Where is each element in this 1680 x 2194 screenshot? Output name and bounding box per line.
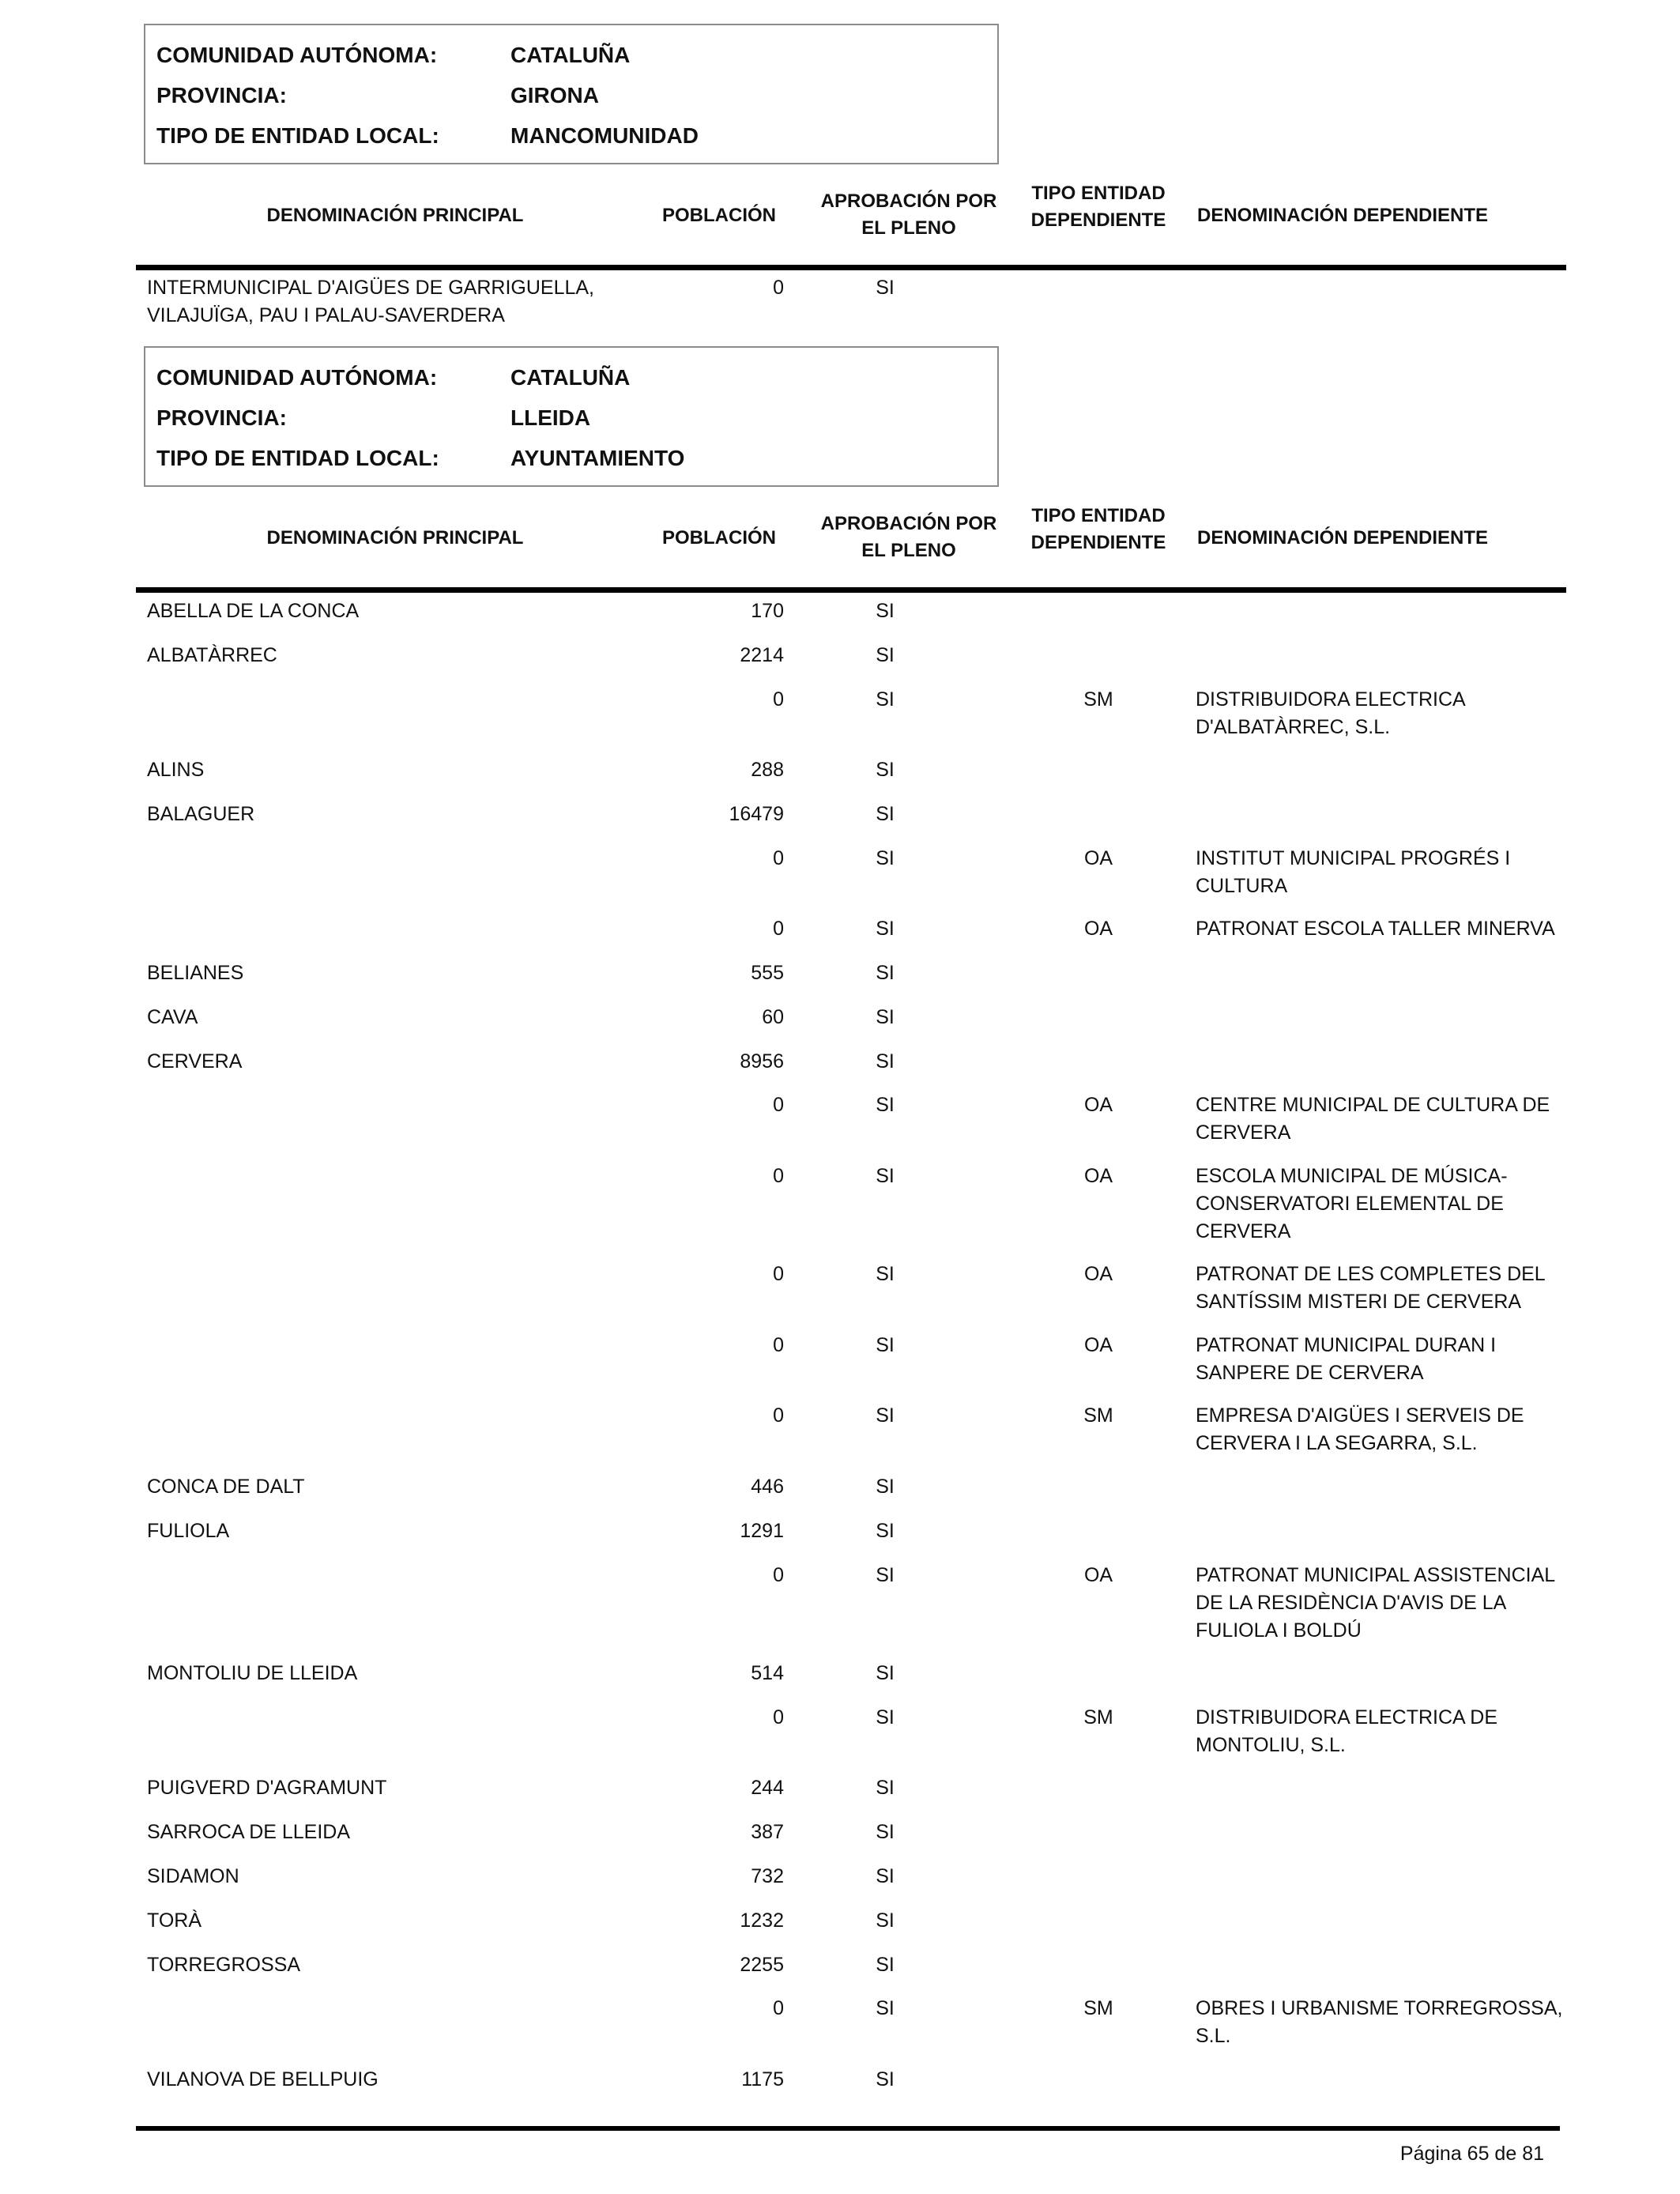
aprobacion-value: SI: [876, 600, 895, 622]
poblacion-value: 288: [751, 759, 784, 782]
aprobacion-value: SI: [876, 1563, 895, 1586]
poblacion-value: 0: [773, 688, 784, 711]
principal-name: [147, 598, 359, 625]
principal-name: [147, 274, 594, 330]
poblacion-value: 1175: [741, 2068, 784, 2090]
text-line: EL PLENO: [861, 540, 956, 561]
text-line: INTERMUNICIPAL D'AIGÜES DE GARRIGUELLA,: [147, 277, 594, 299]
principal-name: [147, 1048, 242, 1076]
dependiente-name: [1196, 1261, 1546, 1316]
text-line: EL PLENO: [861, 217, 956, 239]
aprobacion-value: SI: [876, 1050, 895, 1072]
poblacion-value: 2255: [740, 1953, 784, 1976]
text-line: DISTRIBUIDORA ELECTRICA DE: [1196, 1706, 1498, 1728]
tipo-value: MANCOMUNIDAD: [510, 123, 699, 148]
text-line: CERVERA: [147, 1050, 243, 1072]
aprobacion-value: SI: [876, 1909, 895, 1932]
header-poblacion: POBLACIÓN: [662, 527, 776, 548]
text-line: APROBACIÓN POR: [820, 190, 997, 212]
entity-info-box: [144, 346, 999, 487]
aprobacion-value: SI: [876, 1953, 895, 1976]
text-line: TIPO ENTIDAD: [1031, 183, 1166, 204]
principal-name: [147, 1951, 300, 1979]
text-line: CERVERA: [1196, 1220, 1291, 1242]
aprobacion-value: SI: [876, 643, 895, 666]
text-line: D'ALBATÀRREC, S.L.: [1196, 715, 1391, 738]
aprobacion-value: SI: [876, 1864, 895, 1887]
tipo-value: AYUNTAMIENTO: [510, 446, 685, 470]
text-line: DEPENDIENTE: [1030, 209, 1166, 231]
text-line: ESCOLA MUNICIPAL DE MÚSICA-: [1196, 1164, 1508, 1187]
text-line: TIPO ENTIDAD: [1031, 505, 1166, 526]
text-line: OBRES I URBANISME TORREGROSSA,: [1196, 1997, 1563, 2020]
poblacion-value: 446: [751, 1475, 784, 1498]
entity-info-box: [144, 24, 999, 164]
header-rule: [136, 587, 1566, 593]
principal-name: [147, 756, 204, 784]
tipo-entidad-value: OA: [1083, 1263, 1113, 1286]
text-line: BELIANES: [147, 962, 244, 984]
text-line: PATRONAT DE LES COMPLETES DEL: [1196, 1263, 1546, 1286]
text-line: SIDAMON: [147, 1864, 239, 1887]
text-line: CULTURA: [1196, 874, 1288, 897]
principal-name: [147, 1907, 202, 1935]
aprobacion-value: SI: [876, 918, 895, 941]
poblacion-value: 0: [773, 918, 784, 941]
tipo-label: TIPO DE ENTIDAD LOCAL:: [156, 446, 439, 470]
text-line: APROBACIÓN POR: [820, 513, 997, 534]
header-aprobacion: [814, 188, 1004, 242]
poblacion-value: 244: [751, 1777, 784, 1800]
tipo-label: TIPO DE ENTIDAD LOCAL:: [156, 123, 439, 148]
text-line: CAVA: [147, 1005, 198, 1028]
bottom-rule: [136, 2126, 1560, 2131]
principal-name: [147, 1863, 239, 1891]
provincia-label: PROVINCIA:: [156, 83, 287, 107]
dependiente-name: [1196, 686, 1466, 741]
poblacion-value: 1291: [740, 1519, 784, 1542]
text-line: DISTRIBUIDORA ELECTRICA: [1196, 688, 1466, 711]
header-denominacion-principal: DENOMINACIÓN PRINCIPAL: [266, 527, 524, 548]
text-line: CONCA DE DALT: [147, 1475, 305, 1498]
text-line: VILANOVA DE BELLPUIG: [147, 2068, 379, 2090]
text-line: ABELLA DE LA CONCA: [147, 600, 360, 622]
poblacion-value: 0: [773, 1263, 784, 1286]
comunidad-value: CATALUÑA: [510, 43, 631, 67]
dependiente-name: [1196, 1163, 1508, 1246]
poblacion-value: 0: [773, 1997, 784, 2020]
text-line: EMPRESA D'AIGÜES I SERVEIS DE: [1196, 1404, 1524, 1427]
aprobacion-value: SI: [876, 1164, 895, 1187]
text-line: CERVERA: [1196, 1122, 1291, 1144]
text-line: SANPERE DE CERVERA: [1196, 1361, 1424, 1384]
text-line: MONTOLIU DE LLEIDA: [147, 1662, 358, 1684]
text-line: CENTRE MUNICIPAL DE CULTURA DE: [1196, 1094, 1550, 1117]
header-aprobacion: [814, 511, 1004, 564]
dependiente-name: [1196, 1704, 1497, 1759]
text-line: TORREGROSSA: [147, 1953, 301, 1976]
aprobacion-value: SI: [876, 277, 895, 299]
principal-name: [147, 2066, 379, 2094]
aprobacion-value: SI: [876, 1821, 895, 1844]
dependiente-name: [1196, 1402, 1524, 1457]
aprobacion-value: SI: [876, 688, 895, 711]
text-line: INSTITUT MUNICIPAL PROGRÉS I: [1196, 846, 1511, 869]
aprobacion-value: SI: [876, 1662, 895, 1684]
aprobacion-value: SI: [876, 1333, 895, 1356]
tipo-entidad-value: SM: [1083, 1706, 1113, 1728]
header-tipo-entidad: [1019, 503, 1177, 556]
poblacion-value: 514: [751, 1662, 784, 1684]
dependiente-name: [1196, 1332, 1496, 1387]
text-line: PATRONAT MUNICIPAL ASSISTENCIAL: [1196, 1563, 1556, 1586]
poblacion-value: 732: [751, 1864, 784, 1887]
principal-name: [147, 1660, 357, 1687]
aprobacion-value: SI: [876, 1094, 895, 1117]
aprobacion-value: SI: [876, 1519, 895, 1542]
tipo-entidad-value: OA: [1083, 1563, 1113, 1586]
poblacion-value: 0: [773, 1706, 784, 1728]
aprobacion-value: SI: [876, 1404, 895, 1427]
aprobacion-value: SI: [876, 802, 895, 825]
aprobacion-value: SI: [876, 1777, 895, 1800]
page-number: Página 65 de 81: [1399, 2143, 1544, 2165]
dependiente-name: [1196, 1562, 1555, 1645]
aprobacion-value: SI: [876, 1005, 895, 1028]
text-line: DEPENDIENTE: [1030, 532, 1166, 553]
aprobacion-value: SI: [876, 962, 895, 984]
principal-name: [147, 959, 243, 987]
aprobacion-value: SI: [876, 2068, 895, 2090]
aprobacion-value: SI: [876, 1706, 895, 1728]
poblacion-value: 387: [751, 1821, 784, 1844]
text-line: CERVERA I LA SEGARRA, S.L.: [1196, 1432, 1478, 1455]
aprobacion-value: SI: [876, 1475, 895, 1498]
comunidad-label: COMUNIDAD AUTÓNOMA:: [156, 365, 438, 390]
dependiente-name: [1196, 1995, 1562, 2050]
header-rule: [136, 265, 1566, 270]
aprobacion-value: SI: [876, 846, 895, 869]
aprobacion-value: SI: [876, 1997, 895, 2020]
text-line: S.L.: [1196, 2025, 1231, 2048]
text-line: PATRONAT ESCOLA TALLER MINERVA: [1196, 918, 1555, 941]
aprobacion-value: SI: [876, 1263, 895, 1286]
text-line: BALAGUER: [147, 802, 255, 825]
principal-name: [147, 642, 277, 669]
comunidad-label: COMUNIDAD AUTÓNOMA:: [156, 43, 438, 67]
comunidad-value: CATALUÑA: [510, 365, 631, 390]
text-line: MONTOLIU, S.L.: [1196, 1733, 1346, 1756]
header-poblacion: POBLACIÓN: [662, 205, 776, 226]
poblacion-value: 8956: [740, 1050, 784, 1072]
dependiente-name: [1196, 915, 1555, 943]
text-line: DE LA RESIDÈNCIA D'AVIS DE LA: [1196, 1591, 1507, 1614]
text-line: ALINS: [147, 759, 205, 782]
header-denominacion-dependiente: DENOMINACIÓN DEPENDIENTE: [1197, 205, 1489, 226]
text-line: SARROCA DE LLEIDA: [147, 1821, 351, 1844]
aprobacion-value: SI: [876, 759, 895, 782]
provincia-value: LLEIDA: [510, 405, 591, 430]
tipo-entidad-value: OA: [1083, 1164, 1113, 1187]
tipo-entidad-value: OA: [1083, 846, 1113, 869]
text-line: FULIOLA I BOLDÚ: [1196, 1619, 1362, 1642]
poblacion-value: 0: [773, 1164, 784, 1187]
text-line: SANTÍSSIM MISTERI DE CERVERA: [1196, 1291, 1522, 1314]
poblacion-value: 0: [773, 1404, 784, 1427]
dependiente-name: [1196, 845, 1510, 900]
principal-name: [147, 1004, 198, 1031]
text-line: FULIOLA: [147, 1519, 230, 1542]
text-line: VILAJUÏGA, PAU I PALAU-SAVERDERA: [147, 304, 505, 326]
poblacion-value: 60: [762, 1005, 784, 1028]
principal-name: [147, 1819, 350, 1846]
dependiente-name: [1196, 1091, 1550, 1147]
tipo-entidad-value: SM: [1083, 688, 1113, 711]
tipo-entidad-value: OA: [1083, 1094, 1113, 1117]
tipo-entidad-value: SM: [1083, 1997, 1113, 2020]
poblacion-value: 0: [773, 1333, 784, 1356]
poblacion-value: 0: [773, 846, 784, 869]
tipo-entidad-value: OA: [1083, 1333, 1113, 1356]
provincia-label: PROVINCIA:: [156, 405, 287, 430]
header-tipo-entidad: [1019, 180, 1177, 234]
principal-name: [147, 801, 254, 828]
text-line: TORÀ: [147, 1909, 202, 1932]
principal-name: [147, 1517, 229, 1545]
text-line: ALBATÀRREC: [147, 643, 277, 666]
poblacion-value: 0: [773, 1563, 784, 1586]
text-line: PATRONAT MUNICIPAL DURAN I: [1196, 1333, 1497, 1356]
text-line: PUIGVERD D'AGRAMUNT: [147, 1777, 387, 1800]
tipo-entidad-value: SM: [1083, 1404, 1113, 1427]
poblacion-value: 16479: [729, 802, 784, 825]
poblacion-value: 0: [773, 277, 784, 299]
text-line: CONSERVATORI ELEMENTAL DE: [1196, 1192, 1504, 1215]
provincia-value: GIRONA: [510, 83, 599, 107]
header-denominacion-principal: DENOMINACIÓN PRINCIPAL: [266, 205, 524, 226]
principal-name: [147, 1774, 386, 1802]
principal-name: [147, 1473, 305, 1501]
poblacion-value: 0: [773, 1094, 784, 1117]
poblacion-value: 170: [751, 600, 784, 622]
tipo-entidad-value: OA: [1083, 918, 1113, 941]
poblacion-value: 2214: [740, 643, 784, 666]
poblacion-value: 555: [751, 962, 784, 984]
header-denominacion-dependiente: DENOMINACIÓN DEPENDIENTE: [1197, 527, 1489, 548]
poblacion-value: 1232: [740, 1909, 784, 1932]
